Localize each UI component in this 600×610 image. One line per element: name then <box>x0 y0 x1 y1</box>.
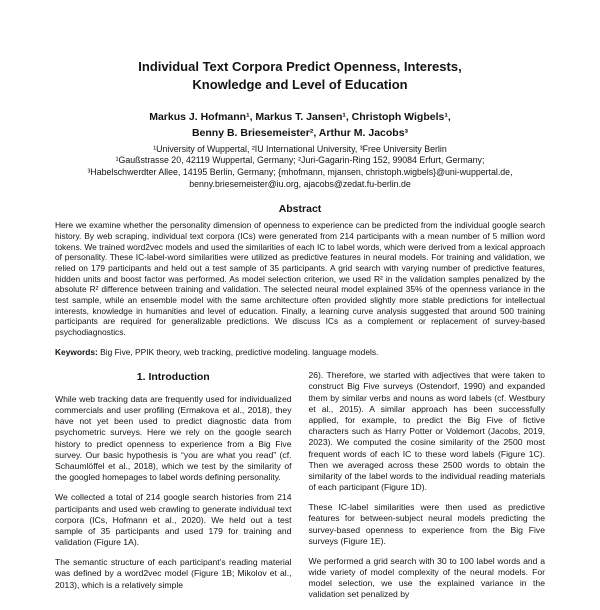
affiliation-line: ³Habelschwerdter Allee, 14195 Berlin, Germany; {mhofmann, mjansen, christoph.wigbels}@uni-wuppertal.de, <box>87 167 513 178</box>
keywords-line <box>55 347 545 358</box>
left-column <box>55 370 292 609</box>
section-heading-introduction: 1. Introduction <box>136 371 210 384</box>
affiliation-line: benny.briesemeister@iu.org, ajacobs@zedat.fu-berlin.de <box>189 178 411 189</box>
affiliations-block <box>55 144 545 190</box>
paragraph: These IC-label similarities were then used as predictive features for between-subject neural models predicting the survey-based openness to experience from the Big Five surveys (Figure 1E). <box>308 502 545 546</box>
paragraph: While web tracking data are frequently used for individualized commercials and user profiling (Ermakova et al., 2018), they have not yet been used to predict diagnostic data from psychometric surveys. Here we rely on the google search history to predict openness to experience from a Big Five survey. Our basic hypothesis is “you are what you read” (cf. Schaumlöffel et al., 2018), which we test by the similarity of the googled homepages to label words defining personality. <box>55 393 292 483</box>
authors-line-1: Markus J. Hofmann¹, Markus T. Jansen¹, Christoph Wigbels¹, <box>149 111 451 124</box>
affiliation-line: ¹Gaußstrasse 20, 42119 Wuppertal, Germany; ²Juri-Gagarin-Ring 152, 99084 Erfurt, Germany; <box>115 155 485 166</box>
abstract-heading: Abstract <box>278 203 322 216</box>
keywords-text: Big Five, PPIK theory, web tracking, predictive modeling. language models. <box>97 346 379 357</box>
paragraph: We performed a grid search with 30 to 100 label words and a wide variety of model complexity of the neural models. For model selection, we use the explained variance in the validation set penalized by <box>308 555 545 600</box>
authors-block <box>55 110 545 140</box>
paragraph: 26). Therefore, we started with adjectives that were taken to construct Big Five surveys (Ostendorf, 1990) and expanded them by similar verbs and nouns as word labels (cf. Westbury et al., 2015). A similar approach has been successfully applied, for example, to predict the Big Five of fictive characters such as Harry Potter or Voldemort (Jacobs, 2019, 2023). We computed the cosine similarity of the 2500 most frequent words of each IC to these word labels (Figure 1C). Then we averaged across these 2500 words to obtain the similarity of the label words to the individual reading materials of each participant (Figure 1D). <box>308 370 545 493</box>
authors-line-2: Benny B. Briesemeister², Arthur M. Jacobs³ <box>191 126 409 139</box>
abstract-text: Here we examine whether the personality dimension of openness to experience can be predicted from the individual google search history. By web scraping, individual text corpora (ICs) were generated from 214 participants with a mean number of 5 million word tokens. We trained word2vec models and used the similarities of each IC to label words, which were derived from a lexical approach of personality. These IC-label-word similarities were utilized as predictive features in neural models. For training and validation, we relied on 179 participants and held out a test sample of 35 participants. A grid search with varying number of predictive features, hidden units and boost factor was performed. As model selection criterion, we used R² in the validation samples penalized by the absolute R² difference between training and validation. The selected neural model explained 35% of the openness variance in the test sample, while an ensemble model with the same architecture often provided slightly more stable predictions for intellectual interests, knowledge in humanities and level of education. Finally, a learning curve analysis suggested that around 500 training participants are required for generalizable predictions. We discuss ICs as a complement or replacement of survey-based psychodiagnostics. <box>55 220 545 337</box>
keywords-label: Keywords: <box>55 346 98 357</box>
paragraph: The semantic structure of each participant's reading material was defined by a word2vec model (Figure 1B; Mikolov et al., 2013), which is a relatively simple <box>55 557 292 590</box>
affiliation-line: ¹University of Wuppertal, ²IU International University, ³Free University Berlin <box>153 143 447 154</box>
paper-title: Individual Text Corpora Predict Openness, Interests, Knowledge and Level of Education <box>138 59 462 93</box>
two-column-body <box>55 370 545 609</box>
paragraph: We collected a total of 214 google search histories from 214 participants and used web crawling to generate individual text corpora (ICs, Hofmann et al., 2020). We held out a test sample of 35 participants and used 179 for training and validation (Figure 1A). <box>55 492 292 548</box>
right-column <box>309 370 546 609</box>
